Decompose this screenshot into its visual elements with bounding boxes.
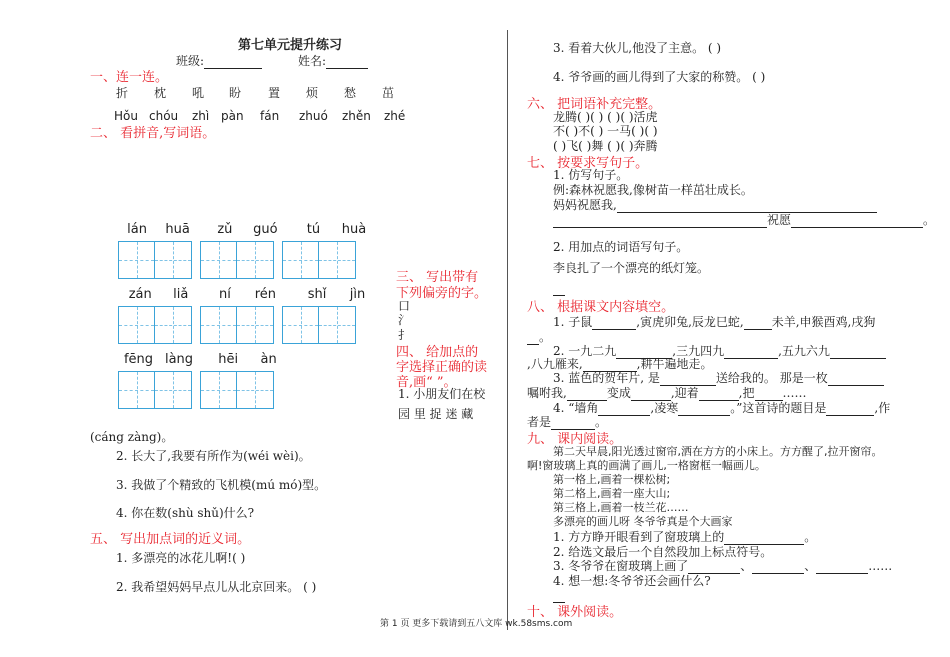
writing-box[interactable]: [200, 371, 274, 409]
pinyin-word: fēng làng: [123, 352, 194, 367]
blank[interactable]: [830, 346, 886, 359]
blank[interactable]: [744, 317, 772, 330]
section-4-title-line1: 四、 给加点的: [396, 345, 479, 360]
radical-item: 口: [398, 299, 411, 313]
char-item[interactable]: 置: [268, 86, 281, 100]
sec7-answer-blank[interactable]: [553, 283, 565, 296]
pinyin-item[interactable]: Hǒu: [114, 109, 138, 123]
sec7-blank-3[interactable]: [791, 215, 923, 228]
pinyin-word: hēi àn: [218, 352, 277, 367]
sec7-q2: 2. 用加点的词语写句子。: [553, 240, 689, 254]
sec9-q4: 4. 想一想:冬爷爷还会画什么?: [553, 574, 711, 588]
pinyin-item[interactable]: zhì: [192, 109, 210, 123]
pinyin-word: ní rén: [218, 287, 277, 302]
sec4-q1-line2[interactable]: 园 里 捉 迷 藏: [398, 407, 474, 421]
char-item[interactable]: 茁: [382, 86, 395, 100]
sec5-q1[interactable]: 1. 多漂亮的冰花儿啊!( ): [116, 551, 246, 565]
pinyin-word: zǔ guó: [217, 222, 278, 237]
sec8-q2-cont: ,八九雁来, ,耕牛遍地走。: [527, 357, 713, 371]
name-label: 姓名:: [298, 54, 327, 68]
sec4-q3[interactable]: 3. 我做了个精致的飞机模(mú mó)型。: [116, 478, 327, 492]
pinyin-word: lán huā: [127, 222, 190, 237]
passage-line: 第二格上,画着一座大山;: [553, 487, 671, 500]
writing-grid-row-2: [118, 306, 356, 344]
writing-box[interactable]: [282, 241, 356, 279]
sec4-q2[interactable]: 2. 长大了,我要有所作为(wéi wèi)。: [116, 449, 311, 463]
blank[interactable]: [752, 561, 804, 574]
sec1-pinyin-row: [114, 109, 405, 123]
radical-item: 扌: [398, 328, 411, 342]
section-4-title-line2: 字选择正确的读: [396, 360, 488, 375]
sec8-q4-cont: 者是 。: [527, 415, 608, 429]
sec5-q3[interactable]: 3. 看着大伙儿,他没了主意。 ( ): [553, 41, 722, 55]
page-title: 第七单元提升练习: [238, 38, 343, 53]
sec4-q1-line3[interactable]: (cáng zàng)。: [90, 430, 174, 444]
section-3-title-line2: 下列偏旁的字。: [396, 286, 488, 301]
sec5-q2[interactable]: 2. 我希望妈妈早点儿从北京回来。 ( ): [116, 580, 317, 594]
pinyin-word: tú huà: [306, 222, 367, 237]
name-field: [298, 52, 368, 69]
blank[interactable]: [527, 332, 539, 345]
section-4-title-line3: 音,画“ ”。: [396, 375, 457, 390]
writing-box[interactable]: [200, 241, 274, 279]
passage-line: 第一格上,画着一棵松树;: [553, 473, 671, 486]
sec7-example: 例:森林祝愿我,像树苗一样茁壮成长。: [553, 183, 753, 197]
section-2-title: 二、 看拼音,写词语。: [90, 126, 216, 141]
pinyin-row-3: [118, 352, 288, 367]
blank[interactable]: [724, 346, 778, 359]
column-divider: [507, 30, 508, 630]
sec8-q4: 4. “墙角 ,凌寒 。”这首诗的题目是 ,作: [553, 401, 891, 415]
sec5-q4[interactable]: 4. 爷爷画的画儿得到了大家的称赞。 ( ): [553, 70, 766, 84]
idiom-line-2[interactable]: 不( )不( ) 一马( )( ): [553, 124, 658, 138]
pinyin-item[interactable]: zhuó: [299, 109, 328, 123]
char-item[interactable]: 盼: [229, 86, 242, 100]
sec9-q2: 2. 给选文最后一个自然段加上标点符号。: [553, 545, 773, 559]
page-footer: 第 1 页 更多下载请到五八文库 wk.58sms.com: [380, 619, 573, 629]
pinyin-item[interactable]: zhěn: [342, 109, 371, 123]
sec7-sentence: 李良扎了一个漂亮的纸灯笼。: [553, 261, 710, 275]
section-10-title: 十、 课外阅读。: [527, 605, 623, 620]
sec4-q4[interactable]: 4. 你在数(shù shǔ)什么?: [116, 506, 255, 520]
class-field: [176, 52, 262, 69]
pinyin-item[interactable]: zhé: [384, 109, 406, 123]
pinyin-item[interactable]: pàn: [221, 109, 244, 123]
pinyin-item[interactable]: chóu: [149, 109, 179, 123]
class-label: 班级:: [176, 54, 205, 68]
pinyin-word: shǐ jìn: [307, 287, 366, 302]
sec9-q3: 3. 冬爷爷在窗玻璃上画了 、 、 ……: [553, 559, 893, 573]
char-item[interactable]: 吼: [192, 86, 205, 100]
blank[interactable]: [816, 561, 868, 574]
writing-box[interactable]: [282, 306, 356, 344]
sec8-q1: 1. 子鼠 ,寅虎卯兔,辰龙巳蛇, 未羊,申猴酉鸡,戌狗: [553, 315, 876, 329]
sec8-q1-cont: 。: [527, 328, 551, 345]
sec8-q2: 2. 一九二九 ,三九四九 ,五九六九: [553, 342, 886, 359]
writing-box[interactable]: [118, 306, 192, 344]
sec7-blank-2[interactable]: [553, 215, 767, 228]
blank[interactable]: [592, 317, 636, 330]
passage-line: 啊!窗玻璃上真的画满了画儿,一格窗框一幅画儿。: [527, 459, 766, 472]
idiom-line-1[interactable]: 龙腾( )( ) ( )( )活虎: [553, 110, 658, 124]
radical-item: 氵: [398, 313, 411, 327]
section-8-title: 八、 根据课文内容填空。: [527, 300, 675, 315]
writing-grid-row-3: [118, 371, 274, 409]
pinyin-row-1: [118, 222, 377, 237]
pinyin-row-2: [118, 287, 377, 302]
section-7-title: 七、 按要求写句子。: [527, 156, 649, 171]
sec7-answer-line: [553, 282, 565, 296]
sec7-prompt: 妈妈祝愿我,: [553, 198, 617, 212]
section-5-title: 五、 写出加点词的近义词。: [90, 532, 251, 547]
idiom-line-3[interactable]: ( )飞( )舞 ( )( )奔腾: [553, 139, 658, 153]
name-blank[interactable]: [326, 56, 368, 69]
writing-box[interactable]: [200, 306, 274, 344]
char-item[interactable]: 烦: [306, 86, 319, 100]
passage-line: 第三格上,画着一枝兰花……: [553, 501, 689, 514]
writing-box[interactable]: [118, 241, 192, 279]
sec9-q1: 1. 方方睁开眼看到了窗玻璃上的 。: [553, 530, 817, 544]
char-item[interactable]: 折: [116, 86, 129, 100]
section-6-title: 六、 把词语补充完整。: [527, 97, 662, 112]
section-3-title-line1: 三、 写出带有: [396, 270, 479, 285]
class-blank[interactable]: [204, 56, 262, 69]
blank[interactable]: [826, 403, 874, 416]
passage-line: 第二天早晨,阳光透过窗帘,洒在方方的小床上。方方醒了,拉开窗帘。: [553, 445, 883, 458]
sec8-q3-cont: 嘱咐我, 变成 ,迎着 ,把 ……: [527, 386, 807, 400]
sec1-chars-row: [116, 84, 394, 101]
section-9-title: 九、 课内阅读。: [527, 432, 623, 447]
pinyin-item[interactable]: fán: [260, 109, 280, 123]
blank[interactable]: [678, 403, 730, 416]
pinyin-word: zán liǎ: [128, 287, 189, 302]
sec7-q1: 1. 仿写句子。: [553, 168, 629, 182]
writing-grid-row-1: [118, 241, 356, 279]
sec7-second-line: 祝愿 。: [553, 211, 935, 228]
char-item[interactable]: 枕: [154, 86, 167, 100]
char-item[interactable]: 愁: [344, 86, 357, 100]
section-1-title: 一、连一连。: [90, 70, 169, 85]
writing-box[interactable]: [118, 371, 192, 409]
blank[interactable]: [828, 373, 884, 386]
sec7-mid: 祝愿: [767, 213, 792, 227]
sec8-q3: 3. 蓝色的贺年片, 是 送给我的。 那是一枚: [553, 369, 884, 386]
sec4-q1-line1: 1. 小朋友们在校: [398, 387, 486, 401]
passage-line: 多漂亮的画儿呀 冬爷爷真是个大画家: [553, 515, 733, 528]
